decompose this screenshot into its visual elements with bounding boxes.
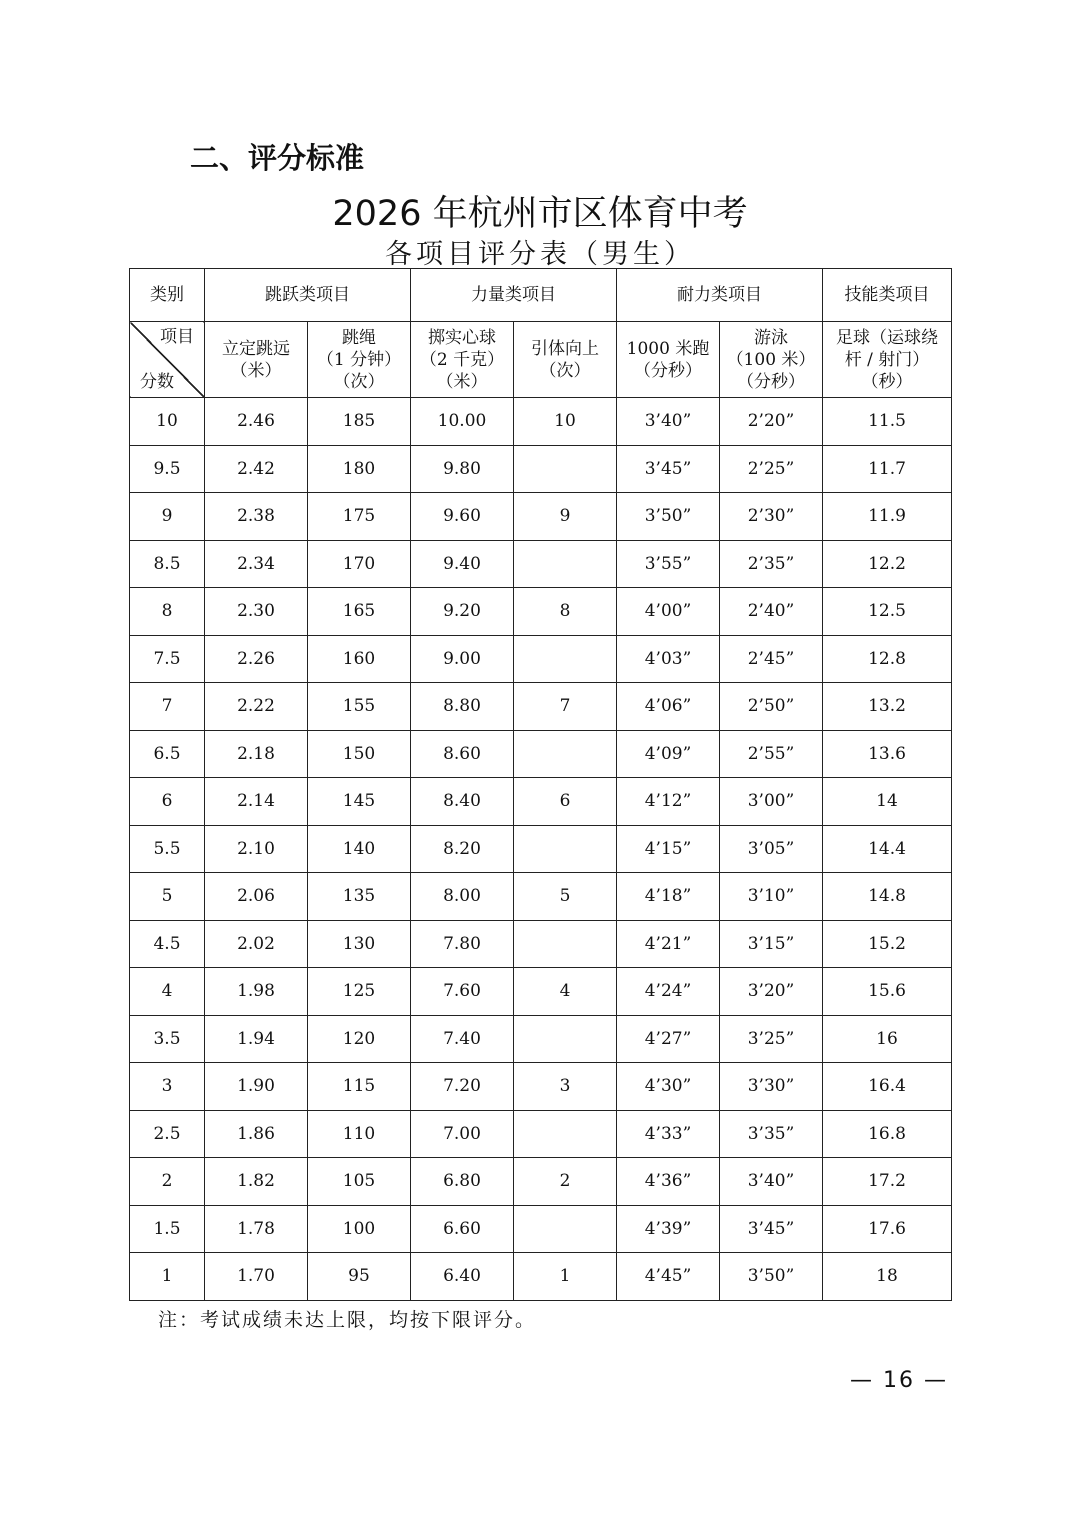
- value-cell: 130: [308, 920, 411, 968]
- value-cell: 145: [308, 778, 411, 826]
- value-cell: [514, 445, 617, 493]
- score-cell: 4: [130, 968, 205, 1016]
- value-cell: 150: [308, 730, 411, 778]
- value-cell: 110: [308, 1110, 411, 1158]
- table-row: [130, 588, 952, 636]
- value-cell: 3’10”: [720, 873, 823, 921]
- footnote: 注：考试成绩未达上限，均按下限评分。: [158, 1309, 537, 1331]
- value-cell: 3’40”: [720, 1158, 823, 1206]
- score-cell: 2: [130, 1158, 205, 1206]
- score-cell: 8: [130, 588, 205, 636]
- value-cell: 9.20: [411, 588, 514, 636]
- table-row: [130, 1253, 952, 1301]
- value-cell: 160: [308, 635, 411, 683]
- sub-title: 各项目评分表（男生）: [385, 239, 695, 270]
- main-title: 2026 年杭州市区体育中考: [332, 194, 748, 234]
- score-cell: 9.5: [130, 445, 205, 493]
- table-row: [130, 683, 952, 731]
- value-cell: 1.98: [205, 968, 308, 1016]
- value-cell: [514, 540, 617, 588]
- value-cell: 4’18”: [617, 873, 720, 921]
- value-cell: 2’35”: [720, 540, 823, 588]
- value-cell: 115: [308, 1063, 411, 1111]
- value-cell: 3’25”: [720, 1015, 823, 1063]
- value-cell: 4: [514, 968, 617, 1016]
- value-cell: 2: [514, 1158, 617, 1206]
- item-standing-long-jump: 立定跳远 （米）: [205, 322, 308, 398]
- value-cell: 14.8: [823, 873, 952, 921]
- table-row: [130, 968, 952, 1016]
- table-row: [130, 778, 952, 826]
- value-cell: 4’39”: [617, 1205, 720, 1253]
- table-row: [130, 493, 952, 541]
- value-cell: 2’40”: [720, 588, 823, 636]
- value-cell: 13.2: [823, 683, 952, 731]
- value-cell: 14.4: [823, 825, 952, 873]
- value-cell: 4’33”: [617, 1110, 720, 1158]
- section-title: 二、评分标准: [190, 141, 365, 175]
- value-cell: 2.26: [205, 635, 308, 683]
- page-number: — 16 —: [850, 1368, 948, 1393]
- category-endurance: 耐力类项目: [617, 269, 823, 322]
- score-cell: 9: [130, 493, 205, 541]
- value-cell: 1.94: [205, 1015, 308, 1063]
- value-cell: 8: [514, 588, 617, 636]
- score-cell: 3: [130, 1063, 205, 1111]
- value-cell: 7.00: [411, 1110, 514, 1158]
- table-row: [130, 445, 952, 493]
- value-cell: 7.40: [411, 1015, 514, 1063]
- table-row: [130, 635, 952, 683]
- value-cell: 135: [308, 873, 411, 921]
- table-row: [130, 825, 952, 873]
- value-cell: 18: [823, 1253, 952, 1301]
- value-cell: 3’50”: [617, 493, 720, 541]
- value-cell: 185: [308, 398, 411, 446]
- value-cell: 105: [308, 1158, 411, 1206]
- value-cell: 120: [308, 1015, 411, 1063]
- value-cell: 3’00”: [720, 778, 823, 826]
- score-cell: 5: [130, 873, 205, 921]
- score-cell: 10: [130, 398, 205, 446]
- category-skill: 技能类项目: [823, 269, 952, 322]
- value-cell: 7.80: [411, 920, 514, 968]
- value-cell: 3’30”: [720, 1063, 823, 1111]
- value-cell: 2.02: [205, 920, 308, 968]
- value-cell: 2.18: [205, 730, 308, 778]
- value-cell: 6.80: [411, 1158, 514, 1206]
- value-cell: [514, 635, 617, 683]
- value-cell: [514, 920, 617, 968]
- score-cell: 1.5: [130, 1205, 205, 1253]
- value-cell: 8.60: [411, 730, 514, 778]
- table-row: [130, 1158, 952, 1206]
- value-cell: 2.38: [205, 493, 308, 541]
- table-row: [130, 873, 952, 921]
- value-cell: 9.80: [411, 445, 514, 493]
- value-cell: 3’45”: [720, 1205, 823, 1253]
- value-cell: 4’27”: [617, 1015, 720, 1063]
- value-cell: 2.10: [205, 825, 308, 873]
- diagonal-header-cell: [130, 322, 205, 398]
- score-cell: 6.5: [130, 730, 205, 778]
- value-cell: 4’06”: [617, 683, 720, 731]
- value-cell: 11.5: [823, 398, 952, 446]
- category-header-row: [130, 269, 952, 322]
- value-cell: 2.34: [205, 540, 308, 588]
- value-cell: 12.8: [823, 635, 952, 683]
- value-cell: 9.40: [411, 540, 514, 588]
- value-cell: 15.6: [823, 968, 952, 1016]
- value-cell: 9: [514, 493, 617, 541]
- value-cell: 2.42: [205, 445, 308, 493]
- score-cell: 7.5: [130, 635, 205, 683]
- value-cell: 1.86: [205, 1110, 308, 1158]
- value-cell: 8.80: [411, 683, 514, 731]
- table-row: [130, 730, 952, 778]
- value-cell: [514, 1110, 617, 1158]
- value-cell: 2’50”: [720, 683, 823, 731]
- table-row: [130, 1110, 952, 1158]
- value-cell: 10: [514, 398, 617, 446]
- value-cell: 16.8: [823, 1110, 952, 1158]
- value-cell: 4’24”: [617, 968, 720, 1016]
- value-cell: 4’36”: [617, 1158, 720, 1206]
- value-cell: 2.06: [205, 873, 308, 921]
- value-cell: 1: [514, 1253, 617, 1301]
- table-row: [130, 920, 952, 968]
- score-cell: 7: [130, 683, 205, 731]
- value-cell: 17.2: [823, 1158, 952, 1206]
- value-cell: 3’50”: [720, 1253, 823, 1301]
- table-row: [130, 1015, 952, 1063]
- value-cell: 1.90: [205, 1063, 308, 1111]
- value-cell: 155: [308, 683, 411, 731]
- value-cell: 7.20: [411, 1063, 514, 1111]
- score-table: [129, 268, 952, 1301]
- value-cell: 3’40”: [617, 398, 720, 446]
- score-cell: 4.5: [130, 920, 205, 968]
- item-label: 项目: [160, 327, 194, 347]
- value-cell: 2’30”: [720, 493, 823, 541]
- value-cell: 4’15”: [617, 825, 720, 873]
- value-cell: 7.60: [411, 968, 514, 1016]
- value-cell: 16.4: [823, 1063, 952, 1111]
- table-row: [130, 1063, 952, 1111]
- category-strength: 力量类项目: [411, 269, 617, 322]
- value-cell: 10.00: [411, 398, 514, 446]
- value-cell: [514, 730, 617, 778]
- value-cell: [514, 825, 617, 873]
- value-cell: 11.7: [823, 445, 952, 493]
- value-cell: 4’45”: [617, 1253, 720, 1301]
- item-pull-up: 引体向上 （次）: [514, 322, 617, 398]
- value-cell: 7: [514, 683, 617, 731]
- value-cell: 1.82: [205, 1158, 308, 1206]
- value-cell: 95: [308, 1253, 411, 1301]
- table-row: [130, 1205, 952, 1253]
- value-cell: 1.78: [205, 1205, 308, 1253]
- value-cell: 15.2: [823, 920, 952, 968]
- value-cell: 9.60: [411, 493, 514, 541]
- value-cell: 12.2: [823, 540, 952, 588]
- value-cell: 140: [308, 825, 411, 873]
- value-cell: 3’55”: [617, 540, 720, 588]
- value-cell: 16: [823, 1015, 952, 1063]
- score-cell: 6: [130, 778, 205, 826]
- value-cell: 2’45”: [720, 635, 823, 683]
- value-cell: [514, 1205, 617, 1253]
- score-cell: 8.5: [130, 540, 205, 588]
- value-cell: 3’05”: [720, 825, 823, 873]
- value-cell: [514, 1015, 617, 1063]
- value-cell: 3’15”: [720, 920, 823, 968]
- item-rope-skipping: 跳绳 （1 分钟） （次）: [308, 322, 411, 398]
- value-cell: 6.40: [411, 1253, 514, 1301]
- table-row: [130, 398, 952, 446]
- value-cell: 3: [514, 1063, 617, 1111]
- value-cell: 4’00”: [617, 588, 720, 636]
- value-cell: 8.40: [411, 778, 514, 826]
- score-cell: 2.5: [130, 1110, 205, 1158]
- category-jump: 跳跃类项目: [205, 269, 411, 322]
- value-cell: 5: [514, 873, 617, 921]
- value-cell: 13.6: [823, 730, 952, 778]
- value-cell: 100: [308, 1205, 411, 1253]
- item-medicine-ball: 掷实心球 （2 千克） （米）: [411, 322, 514, 398]
- score-cell: 5.5: [130, 825, 205, 873]
- value-cell: 2.14: [205, 778, 308, 826]
- value-cell: 175: [308, 493, 411, 541]
- value-cell: 2.30: [205, 588, 308, 636]
- score-label: 分数: [140, 372, 174, 392]
- value-cell: 8.00: [411, 873, 514, 921]
- item-header-row: [130, 322, 952, 398]
- value-cell: 17.6: [823, 1205, 952, 1253]
- value-cell: 180: [308, 445, 411, 493]
- value-cell: 2.46: [205, 398, 308, 446]
- value-cell: 2’20”: [720, 398, 823, 446]
- value-cell: 2’55”: [720, 730, 823, 778]
- item-football: 足球（运球绕 杆 / 射门） （秒）: [823, 322, 952, 398]
- value-cell: 3’35”: [720, 1110, 823, 1158]
- value-cell: 3’45”: [617, 445, 720, 493]
- value-cell: 170: [308, 540, 411, 588]
- value-cell: 6: [514, 778, 617, 826]
- value-cell: 4’03”: [617, 635, 720, 683]
- item-swimming: 游泳 （100 米） （分秒）: [720, 322, 823, 398]
- value-cell: 2.22: [205, 683, 308, 731]
- value-cell: 1.70: [205, 1253, 308, 1301]
- value-cell: 2’25”: [720, 445, 823, 493]
- value-cell: 8.20: [411, 825, 514, 873]
- score-cell: 3.5: [130, 1015, 205, 1063]
- value-cell: 9.00: [411, 635, 514, 683]
- category-label: 类别: [130, 269, 205, 322]
- value-cell: 4’30”: [617, 1063, 720, 1111]
- value-cell: 12.5: [823, 588, 952, 636]
- value-cell: 125: [308, 968, 411, 1016]
- value-cell: 14: [823, 778, 952, 826]
- item-1000m-run: 1000 米跑 （分秒）: [617, 322, 720, 398]
- score-cell: 1: [130, 1253, 205, 1301]
- value-cell: 6.60: [411, 1205, 514, 1253]
- value-cell: 4’09”: [617, 730, 720, 778]
- value-cell: 3’20”: [720, 968, 823, 1016]
- value-cell: 165: [308, 588, 411, 636]
- value-cell: 4’12”: [617, 778, 720, 826]
- table-row: [130, 540, 952, 588]
- value-cell: 11.9: [823, 493, 952, 541]
- value-cell: 4’21”: [617, 920, 720, 968]
